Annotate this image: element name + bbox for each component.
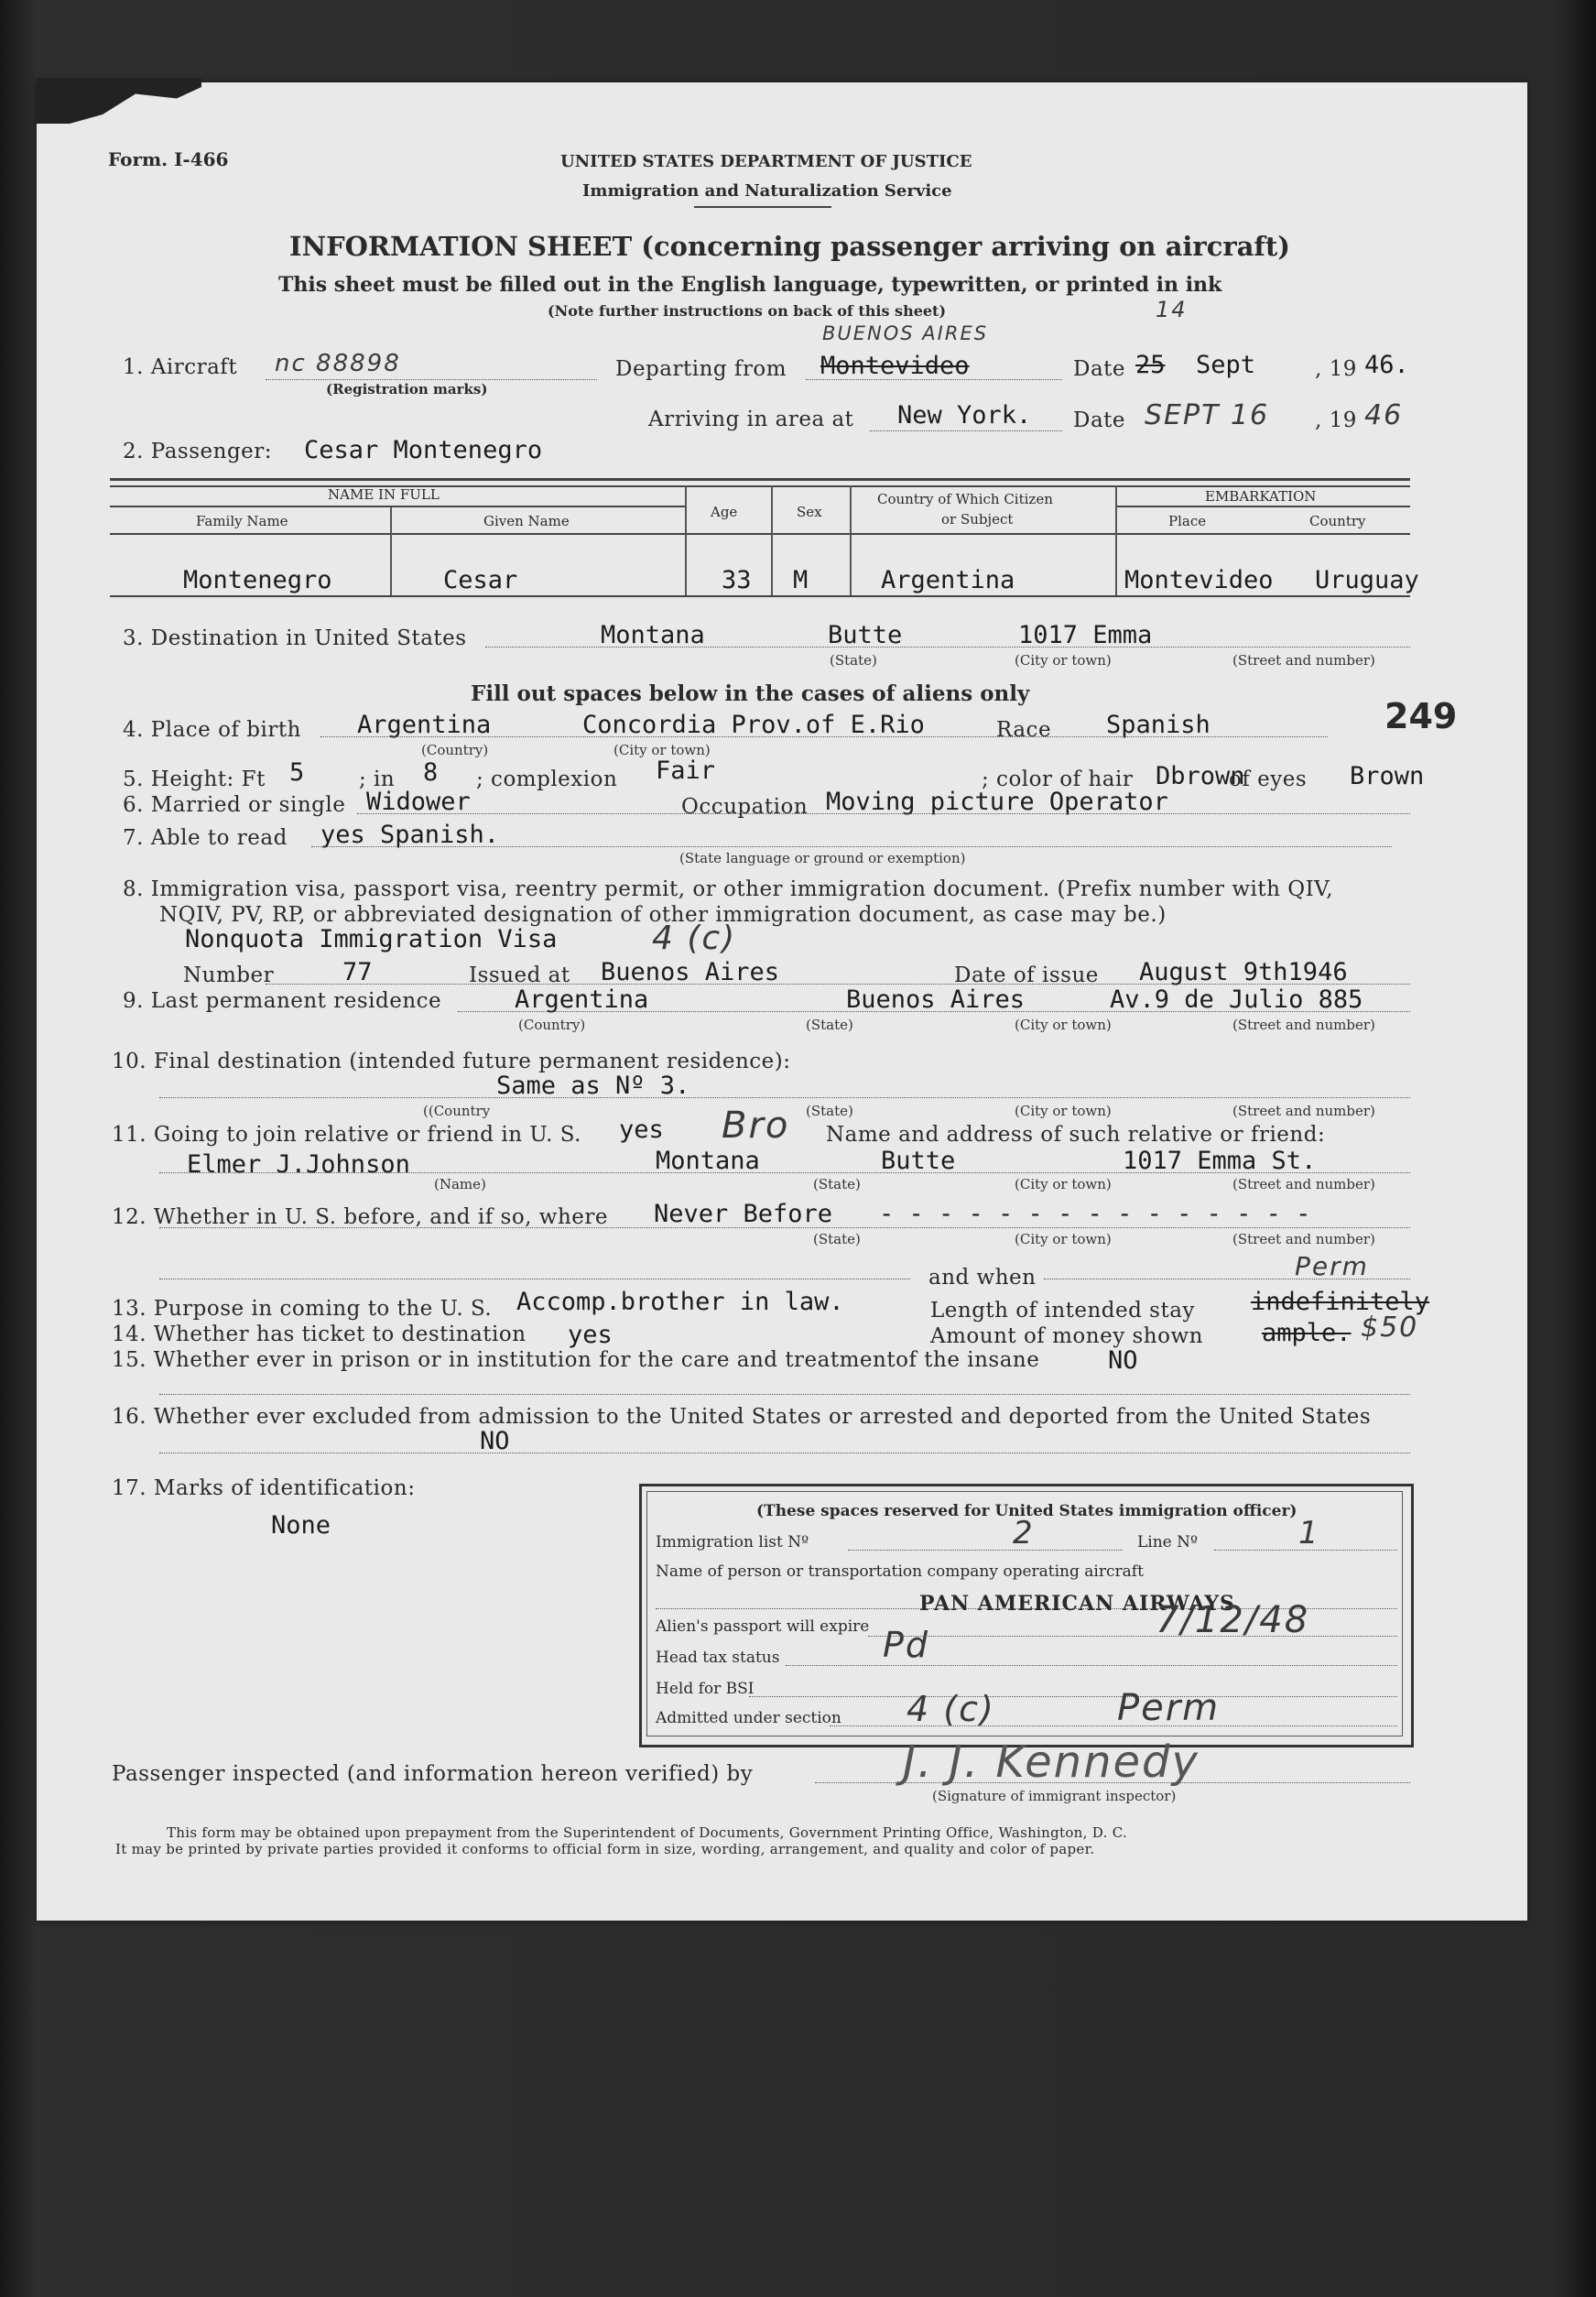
immigration-list-line [848,1550,1123,1551]
relative-line [159,1172,1410,1173]
identification-value: None [271,1511,331,1540]
height-in-label: ; in [359,767,396,791]
passport-expire-line [868,1636,1397,1637]
residence-line [458,1011,1410,1012]
join-relative-label: 11. Going to join relative or friend in U. S. [112,1123,581,1147]
registration-caption: (Registration marks) [326,381,488,397]
relative-name-caption: (Name) [434,1176,486,1192]
money-handwritten: $50 [1361,1312,1419,1344]
hair-value: Dbrown [1156,762,1245,790]
excluded-value: NO [480,1427,510,1455]
race-label: Race [996,718,1052,742]
us-before-city-caption: (City or town) [1015,1231,1112,1247]
us-before-state-caption: (State) [813,1231,861,1247]
us-before-value: Never Before [654,1200,833,1228]
head-tax-label: Head tax status [656,1649,780,1667]
aircraft-label: 1. Aircraft [123,355,238,379]
prison-line [159,1394,1410,1395]
given-name-header: Given Name [483,513,570,529]
embark-place-value: Montevideo [1124,566,1274,594]
table-vline-1 [390,507,392,595]
form-instruction: This sheet must be filled out in the English language, typewritten, or printed in ink [278,273,1222,297]
occupation-label: Occupation [681,795,809,819]
married-value: Widower [366,788,471,816]
occupation-value: Moving picture Operator [826,788,1168,816]
footer-line-1: This form may be obtained upon prepayment from the Superintendent of Documents, Government Printing Office, Washington, D. C. [167,1824,1128,1841]
residence-label: 9. Last permanent residence [123,989,442,1013]
head-tax-line [786,1665,1397,1666]
family-name-header: Family Name [196,513,288,529]
arrive-year-prefix: , 19 [1315,408,1357,432]
final-destination-label: 10. Final destination (intended future permanent residence): [112,1050,791,1073]
visa-label-line1: 8. Immigration visa, passport visa, reentry permit, or other immigration document. (Prefix number with QIV, [123,877,1334,901]
admitted-section-label: Admitted under section [656,1709,841,1727]
passport-expire-handwritten: 7/12/48 [1156,1599,1310,1641]
residence-country-caption: (Country) [518,1017,586,1033]
arriving-label: Arriving in area at [648,408,854,431]
date-handwritten: 14 [1156,297,1188,322]
final-destination-line [159,1097,1410,1098]
sex-value: M [793,566,809,594]
year-value: 46. [1364,351,1409,379]
inspected-line [815,1782,1410,1783]
family-name-value: Montenegro [183,566,332,594]
eyes-value: Brown [1350,762,1425,790]
table-vline-4 [850,485,852,595]
inspector-signature-caption: (Signature of immigrant inspector) [932,1788,1177,1804]
embarkation-header: EMBARKATION [1205,488,1317,505]
height-label: 5. Height: Ft [123,767,266,791]
given-name-value: Cesar [443,566,518,594]
visa-number-value: 77 [342,958,373,986]
purpose-value: Accomp.brother in law. [516,1288,844,1316]
relative-address-label: Name and address of such relative or friend: [826,1123,1326,1147]
line-no-value: 1 [1298,1515,1320,1551]
birth-city: Concordia Prov.of E.Rio [582,711,925,739]
embark-country-header: Country [1309,513,1366,529]
age-header: Age [711,504,738,520]
intended-stay-handwritten: Perm [1295,1251,1369,1281]
relative-state-caption: (State) [813,1176,861,1192]
operator-label: Name of person or transportation company operating aircraft [656,1562,1144,1581]
inspector-signature: J. J. Kennedy [903,1736,1200,1788]
identification-label: 17. Marks of identification: [112,1476,416,1500]
us-before-label: 12. Whether in U. S. before, and if so, where [112,1205,609,1229]
line-no-line [1214,1550,1397,1551]
destination-city-caption: (City or town) [1015,652,1112,669]
table-top-rule [110,478,1410,481]
ticket-label: 14. Whether has ticket to destination [112,1323,527,1346]
height-in: 8 [423,758,439,787]
visa-label-line2: NQIV, PV, RP, or abbreviated designation of other immigration document, as case may be.) [159,903,1167,927]
and-when-label: and when [928,1266,1037,1290]
relative-city-caption: (City or town) [1015,1176,1112,1192]
money-label: Amount of money shown [930,1324,1203,1348]
passenger-label: 2. Passenger: [123,440,273,463]
date-of-issue-label: Date of issue [954,963,1099,987]
passenger-value: Cesar Montenegro [304,436,543,464]
residence-street: Av.9 de Julio 885 [1110,985,1363,1014]
read-line [311,846,1392,847]
destination-line [485,647,1410,648]
embark-header-rule [1115,506,1410,507]
destination-street-caption: (Street and number) [1232,652,1375,669]
birthplace-label: 4. Place of birth [123,718,301,742]
residence-state-caption: (State) [806,1017,853,1033]
race-value: Spanish [1106,711,1211,739]
final-city-caption: (City or town) [1015,1103,1112,1119]
admitted-section-line [830,1725,1397,1726]
destination-state-caption: (State) [830,652,877,669]
destination-label: 3. Destination in United States [123,626,467,650]
arriving-value: New York. [897,401,1032,430]
relative-name: Elmer J.Johnson [187,1150,410,1179]
operator-stamp: PAN AMERICAN AIRWAYS [919,1592,1235,1616]
table-vline-5 [1115,485,1117,595]
passport-expire-label: Alien's passport will expire [656,1617,870,1636]
visa-type-value: Nonquota Immigration Visa [185,925,558,953]
arrive-year: 46 [1364,399,1404,431]
destination-street: 1017 Emma [1018,621,1153,649]
prison-value: NO [1108,1346,1138,1375]
join-relative-handwritten: Bro [722,1105,790,1147]
purpose-label: 13. Purpose in coming to the U. S. [112,1297,493,1321]
line-no-label: Line Nº [1137,1533,1199,1551]
read-value: yes Spanish. [320,821,500,849]
departing-handwritten: BUENOS AIRES [822,322,989,344]
ticket-value: yes [568,1321,613,1349]
hair-label: ; color of hair [982,767,1134,791]
table-top-rule-2 [110,485,1410,487]
residence-country: Argentina [515,985,649,1014]
birth-country-caption: (Country) [421,742,489,758]
issued-at-label: Issued at [469,963,570,987]
visa-number-line [266,984,1410,985]
held-bsi-label: Held for BSI [656,1680,755,1698]
residence-city-caption: (City or town) [1015,1017,1112,1033]
date-value: Sept [1196,351,1256,379]
residence-street-caption: (Street and number) [1232,1017,1375,1033]
citizen-value: Argentina [881,566,1015,594]
form-note: (Note further instructions on back of this sheet) [548,302,947,320]
date-label: Date [1073,357,1126,381]
final-country-caption: ((Country [423,1103,491,1119]
form-number: Form. I-466 [108,148,229,170]
us-before-street-caption: (Street and number) [1232,1231,1375,1247]
complexion-label: ; complexion [476,767,618,791]
prison-label: 15. Whether ever in prison or in institution for the care and treatmentof the insane [112,1348,1040,1372]
arrive-date-label: Date [1073,408,1126,432]
table-vline-2 [685,485,687,595]
issued-at-value: Buenos Aires [601,958,780,986]
birth-city-caption: (City or town) [613,742,711,758]
eyes-label: of eyes [1229,767,1308,791]
residence-city: Buenos Aires [846,985,1026,1014]
inspected-label: Passenger inspected (and information hereon verified) by [112,1762,754,1786]
intended-stay-label: Length of intended stay [930,1299,1195,1323]
place-header: Place [1168,513,1207,529]
us-before-dashes: - - - - - - - - - - - - - - - [879,1200,1311,1228]
relative-state: Montana [656,1147,760,1175]
immigration-list-label: Immigration list Nº [656,1533,809,1551]
name-header-rule [110,506,687,507]
final-destination-value: Same as Nº 3. [496,1072,690,1100]
departing-line [806,379,1062,380]
us-before-line [159,1227,1410,1228]
arriving-line [870,430,1062,431]
destination-state: Montana [601,621,705,649]
married-label: 6. Married or single [123,793,346,817]
form-title: INFORMATION SHEET (concerning passenger arriving on aircraft) [289,231,1291,262]
table-vline-3 [771,485,773,595]
birth-country: Argentina [357,711,492,739]
height-ft: 5 [289,758,305,787]
intended-stay-value: indefinitely [1251,1288,1430,1316]
service-name: Immigration and Naturalization Service [582,181,952,201]
year-prefix: , 19 [1315,357,1357,381]
department-name: UNITED STATES DEPARTMENT OF JUSTICE [560,152,972,171]
aircraft-value: nc 88898 [275,350,401,377]
passport-expire-handwritten-2: Pd [883,1625,930,1665]
complexion-value: Fair [656,757,716,785]
name-in-full-header: NAME IN FULL [328,486,440,503]
held-bsi-line [749,1696,1397,1697]
final-street-caption: (Street and number) [1232,1103,1375,1119]
relative-street-caption: (Street and number) [1232,1176,1375,1192]
admitted-section-handwritten: 4 (c) [907,1689,995,1729]
relative-city: Butte [881,1147,956,1175]
admitted-section-handwritten-2: Perm [1117,1687,1221,1729]
departing-value: Montevideo [820,352,970,380]
departing-label: Departing from [615,357,787,381]
embark-country-value: Uruguay [1315,566,1419,594]
table-header-bottom [110,533,1410,535]
aircraft-line [266,379,597,380]
country-citizen-header: Country of Which Citizen [877,491,1053,507]
visa-handwritten: 4 (c) [652,920,737,957]
destination-city: Butte [828,621,903,649]
table-bottom-rule [110,595,1410,597]
date-of-issue-value: August 9th1946 [1139,958,1348,986]
country-subject-header: or Subject [941,511,1014,528]
officer-box-title: (These spaces reserved for United States immigration officer) [756,1502,1297,1520]
footer-line-2: It may be printed by private parties provided it conforms to official form in size, wording, arrangement, and quality and color of paper. [115,1841,1095,1857]
money-value: ample. [1262,1319,1352,1347]
sex-header: Sex [797,504,822,520]
page-stamp-number: 249 [1384,696,1458,736]
final-state-caption: (State) [806,1103,853,1119]
date-struck: 25 [1135,351,1166,379]
immigration-list-no: 2 [1013,1515,1035,1551]
read-caption: (State language or ground or exemption) [679,850,966,866]
age-value: 33 [722,566,752,594]
aliens-only-heading: Fill out spaces below in the cases of aliens only [471,681,1030,706]
header-divider [694,206,831,208]
married-line [357,813,1410,814]
relative-street: 1017 Emma St. [1123,1147,1317,1175]
excluded-label: 16. Whether ever excluded from admission to the United States or arrested and deported from the United States [112,1405,1372,1429]
visa-number-label: Number [183,963,275,987]
birthplace-line [320,736,1328,737]
join-relative-value: yes [619,1116,664,1144]
read-label: 7. Able to read [123,826,288,850]
arrive-date: SEPT 16 [1145,399,1270,431]
